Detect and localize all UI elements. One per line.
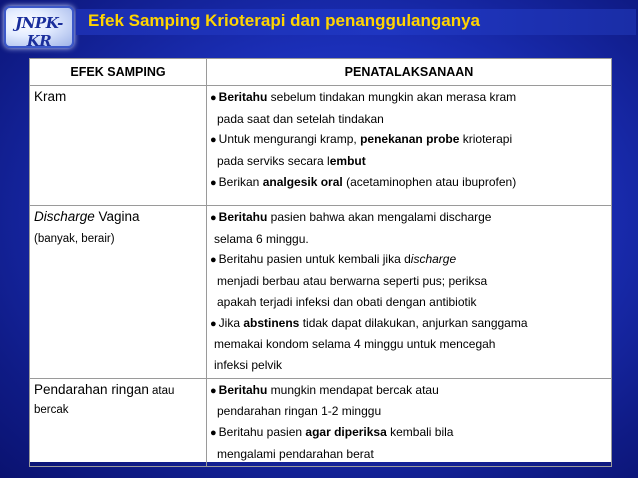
- body-text: sebelum tindakan mungkin akan merasa kram: [267, 90, 517, 104]
- emphasis-text: Beritahu: [218, 382, 268, 397]
- body-text: pada saat dan setelah tindakan: [217, 111, 384, 126]
- body-text: pendarahan ringan 1-2 minggu: [217, 404, 382, 419]
- symptom-name-italic: Discharge: [34, 209, 95, 224]
- emphasis-text: embut: [329, 154, 366, 169]
- body-text: krioterapi: [459, 132, 513, 147]
- bullet-continuation: [210, 109, 607, 130]
- bullet-continuation: [210, 355, 607, 376]
- logo-text: JNPK-KR: [15, 14, 63, 50]
- side-effects-table: [29, 58, 612, 467]
- bullet-continuation: [210, 401, 607, 422]
- table-row: [30, 378, 612, 467]
- body-text: mungkin mendapat bercak atau: [267, 382, 439, 397]
- bullet-item: [210, 129, 607, 151]
- emphasis-text: analgesik oral: [262, 174, 343, 189]
- bullet-item: [210, 249, 607, 271]
- body-text: pasien bahwa akan mengalami discharge: [267, 210, 492, 224]
- table-row: [30, 206, 612, 379]
- management-cell: [207, 206, 612, 379]
- bullet-item: [210, 422, 607, 444]
- body-text: Beritahu pasien: [218, 425, 306, 440]
- symptom-cell: [30, 378, 207, 467]
- emphasis-text: penekanan probe: [360, 132, 460, 147]
- emphasis-text: Beritahu: [218, 90, 268, 104]
- bullet-continuation: [210, 444, 607, 465]
- body-text: Jika: [218, 315, 244, 330]
- symptom-cell: [30, 86, 207, 206]
- body-text: ischarge: [410, 252, 457, 267]
- body-text: menjadi berbau atau berwarna seperti pus; periksa: [217, 274, 488, 289]
- bullet-continuation: [210, 229, 607, 250]
- bullet-continuation: [210, 334, 607, 355]
- body-text: infeksi pelvik: [214, 357, 283, 372]
- symptom-name-rest: Vagina: [94, 209, 140, 224]
- symptom-subtitle: bercak: [34, 403, 69, 416]
- emphasis-text: abstinens: [243, 315, 300, 330]
- bullet-item: [210, 313, 607, 335]
- management-cell: [207, 378, 612, 467]
- table-row: [30, 86, 612, 206]
- bullet-item: [210, 380, 607, 402]
- symptom-cell: [30, 206, 207, 379]
- side-effects-table-card: [29, 58, 612, 462]
- body-text: apakah terjadi infeksi dan obati dengan antibiotik: [217, 294, 477, 309]
- body-text: kembali bila: [386, 425, 454, 440]
- emphasis-text: agar diperiksa: [305, 425, 387, 440]
- header-efek-samping: EFEK SAMPING: [30, 59, 207, 86]
- body-text: pada serviks secara l: [217, 154, 330, 169]
- slide-title: Efek Samping Krioterapi dan penanggulanganya: [88, 11, 481, 30]
- body-text: mengalami pendarahan berat: [217, 446, 374, 461]
- body-text: memakai kondom selama 4 minggu untuk mencegah: [214, 337, 496, 352]
- symptom-subtitle: (banyak, berair): [34, 233, 115, 245]
- body-text: Berikan: [218, 174, 263, 189]
- body-text: selama 6 minggu.: [214, 231, 309, 246]
- jnpk-kr-logo: [4, 6, 74, 48]
- body-text: Beritahu pasien untuk kembali jika d: [218, 252, 411, 267]
- symptom-name: Kram: [34, 89, 67, 104]
- header-penatalaksanaan: PENATALAKSANAAN: [207, 59, 612, 86]
- emphasis-text: Beritahu: [218, 210, 268, 224]
- symptom-name: Pendarahan ringan: [34, 381, 149, 397]
- body-text: tidak dapat dilakukan, anjurkan sanggama: [299, 315, 528, 330]
- table-header-row: [30, 59, 612, 86]
- bullet-item: [210, 87, 607, 109]
- body-text: Untuk mengurangi kramp,: [218, 132, 361, 147]
- management-cell: [207, 86, 612, 206]
- bullet-item: [210, 207, 607, 229]
- bullet-item: [210, 172, 607, 194]
- bullet-continuation: [210, 151, 607, 172]
- bullet-continuation: [210, 271, 607, 292]
- body-text: (acetaminophen atau ibuprofen): [342, 174, 517, 189]
- symptom-name-suffix: atau: [148, 384, 175, 397]
- bullet-continuation: [210, 292, 607, 313]
